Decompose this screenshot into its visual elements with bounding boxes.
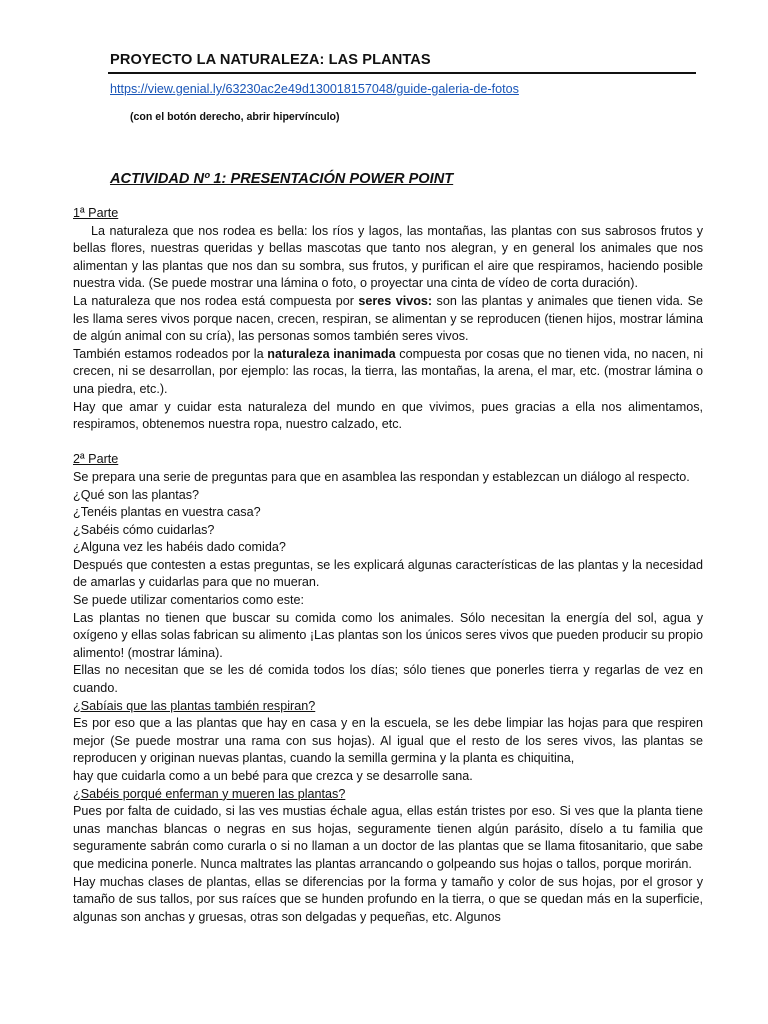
part1-heading: 1ª Parte [73, 206, 119, 220]
comment-paragraph: Hay muchas clases de plantas, ellas se diferencias por la forma y tamaño y color de sus hojas, por el grosor y tamaño de sus tallos, por sus raíces que se hunden profundo en la tierra, o que se quedan más en la superficie, algunas son anchas y gruesas, otras son delgadas y pequeñas, etc. Algunos [73, 874, 703, 924]
document-body [73, 205, 703, 926]
question-item: ¿Tenéis plantas en vuestra casa? [73, 505, 261, 520]
comment-paragraph: Pues por falta de cuidado, si las ves mustias échale agua, ellas están tristes por eso. Si ves que la planta tiene unas manchas blancas o negras en sus hojas, seguramente tienen algún parásito, díselo a tu familia que seguramente sabrán como curarla o si no llaman a un doctor de las plantas que se llama fitosanitario, que sabe que medicina ponerle. Nunca maltrates las plantas arrancando o golpeando sus hojas o tallos, porque morirán. [73, 804, 703, 871]
question-item: ¿Qué son las plantas? [73, 487, 200, 502]
part1-paragraph-4: Hay que amar y cuidar esta naturaleza del mundo en que vivimos, pues gracias a ella nos alimentamos, respiramos, obtenemos nuestra ropa, nuestro calzado, etc. [73, 399, 703, 432]
part1-paragraph-2: La naturaleza que nos rodea está compuesta por seres vivos: son las plantas y animales que tienen vida. Se les llama seres vivos porque nacen, crecen, respiran, se alimentan y se reproducen (tienen hijos, mostrar lámina de algún animal con su cría), las personas somos también seres vivos. [73, 293, 703, 344]
link-hint: (con el botón derecho, abrir hipervínculo) [130, 111, 340, 123]
question-respiran: ¿Sabíais que las plantas también respiran? [73, 698, 316, 713]
genially-link[interactable]: https://view.genial.ly/63230ac2e49d130018157048/guide-galeria-de-fotos [110, 82, 519, 96]
part2-intro: Se prepara una serie de preguntas para que en asamblea las respondan y establezcan un diálogo al respecto. [73, 469, 690, 484]
naturaleza-inanimada-bold: naturaleza inanimada [267, 346, 396, 361]
comment-paragraph: hay que cuidarla como a un bebé para que crezca y se desarrolle sana. [73, 769, 473, 783]
part2-after: Después que contesten a estas preguntas, se les explicará algunas características de las plantas y la necesidad de amarlas y cuidarlas para que no mueran. [73, 557, 703, 590]
seres-vivos-bold: seres vivos: [358, 293, 433, 308]
comment-paragraph: Las plantas no tienen que buscar su comida como los animales. Sólo necesitan la energía del sol, agua y oxígeno y ellas solas fabrican su alimento ¡Las plantas son los únicos seres vivos que pueden producir su propio alimento! (mostrar lámina). [73, 610, 703, 660]
activity-title: ACTIVIDAD Nº 1: PRESENTACIÓN POWER POINT [110, 171, 454, 187]
part1-paragraph-3: También estamos rodeados por la naturaleza inanimada compuesta por cosas que no tienen vida, no nacen, ni crecen, ni se desarrollan, por ejemplo: las rocas, la tierra, las montañas, la arena, el mar, etc. (mostrar lámina o una piedra, etc.). [73, 346, 703, 396]
comments-intro: Se puede utilizar comentarios como este: [73, 593, 305, 608]
question-item: ¿Sabéis cómo cuidarlas? [73, 522, 215, 537]
part2-heading: 2ª Parte [73, 452, 119, 467]
part1-paragraph-1: La naturaleza que nos rodea es bella: los ríos y lagos, las montañas, las plantas con sus sabrosos frutos y bellas flores, nuestras queridas y bellas mascotas que tanto nos alegran, y en general los animales que nos alimentan y las plantas que nos dan su sombra, sus frutos, y purifican el aire que respiramos, haciendo posible nuestra vida. (Se puede mostrar una lámina o foto, o proyectar una cinta de vídeo de corta duración). [73, 223, 703, 291]
title-underline [108, 72, 696, 74]
question-item: ¿Alguna vez les habéis dado comida? [73, 540, 286, 555]
comment-paragraph: Es por eso que a las plantas que hay en casa y en la escuela, se les debe limpiar las hojas para que respiren mejor (Se puede mostrar una rama con sus hojas). Al igual que el resto de los seres vivos, las plantas se reproducen y originan nuevas plantas, cuando la semilla germina y la planta es chiquitina, [73, 716, 703, 766]
question-enferman: ¿Sabéis porqué enferman y mueren las plantas? [73, 786, 346, 801]
document-title: PROYECTO LA NATURALEZA: LAS PLANTAS [110, 52, 431, 68]
comment-paragraph: Ellas no necesitan que se les dé comida todos los días; sólo tienes que ponerles tierra y regarlas de vez en cuando. [73, 663, 703, 696]
